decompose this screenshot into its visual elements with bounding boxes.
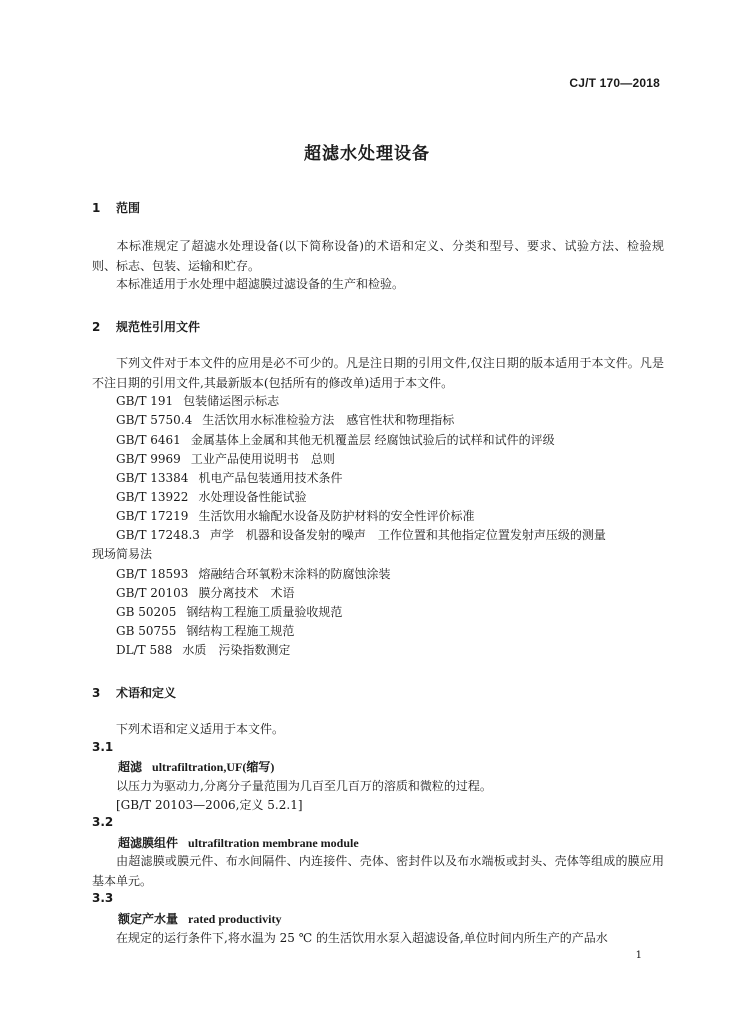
- reference-item: [116, 641, 290, 658]
- reference-title: 生活饮用水标准检验方法 感官性状和物理指标: [202, 413, 455, 427]
- reference-continuation: 现场简易法: [92, 547, 153, 561]
- reference-title: 机电产品包装通用技术条件: [198, 471, 343, 485]
- reference-code: GB/T 13384: [116, 471, 189, 485]
- reference-title: 钢结构工程施工质量验收规范: [186, 605, 343, 619]
- section-title: 规范性引用文件: [116, 320, 201, 334]
- reference-title: 水质 污染指数测定: [182, 643, 291, 657]
- reference-code: DL/T 588: [116, 643, 173, 657]
- paragraph-text: 下列文件对于本文件的应用是必不可少的。凡是注日期的引用文件,仅注日期的版本适用于本文件。凡是不注日期的引用文件,其最新版本(包括所有的修改单)适用于本文件。: [92, 356, 664, 390]
- scope-paragraph-2: [92, 274, 664, 294]
- reference-item: [116, 603, 342, 620]
- term-number: 3.2: [92, 815, 114, 829]
- reference-title: 金属基体上金属和其他无机覆盖层 经腐蚀试验后的试样和试件的评级: [190, 433, 555, 447]
- term-source: [GB/T 20103—2006,定义 5.2.1]: [116, 798, 303, 812]
- reference-title: 包装储运图示标志: [183, 394, 280, 408]
- term-number: 3.1: [92, 740, 114, 754]
- reference-code: GB/T 191: [116, 394, 174, 408]
- term-zh: 超滤: [118, 760, 143, 774]
- terms-intro: 下列术语和定义适用于本文件。: [116, 722, 285, 736]
- reference-code: GB 50205: [116, 605, 177, 619]
- term-definition: [92, 851, 664, 891]
- reference-code: GB/T 17248.3: [116, 528, 200, 542]
- reference-code: GB/T 9969: [116, 452, 181, 466]
- term-definition: 在规定的运行条件下,将水温为 25 ℃ 的生活饮用水泵入超滤设备,单位时间内所生产的产品水: [116, 931, 608, 945]
- page-number: 1: [635, 950, 642, 961]
- reference-item: [116, 469, 342, 486]
- term-zh: 超滤膜组件: [118, 836, 179, 850]
- reference-title: 熔融结合环氧粉末涂料的防腐蚀涂装: [198, 567, 391, 581]
- reference-code: GB 50755: [116, 624, 177, 638]
- term-name: [118, 910, 281, 927]
- reference-item: [116, 565, 390, 582]
- scope-paragraph-1: [92, 236, 664, 276]
- references-intro: [92, 353, 664, 393]
- reference-code: GB/T 20103: [116, 586, 189, 600]
- section-number: 1: [92, 201, 101, 215]
- reference-item: [116, 507, 474, 524]
- reference-title: 声学 机器和设备发射的噪声 工作位置和其他指定位置发射声压级的测量: [209, 528, 606, 542]
- standard-code: CJ/T 170—2018: [569, 76, 660, 90]
- term-en: ultrafiltration,UF(缩写): [152, 760, 275, 774]
- term-zh: 额定产水量: [118, 912, 179, 926]
- term-name: [118, 834, 359, 851]
- section-1-heading: [92, 199, 140, 216]
- reference-code: GB/T 18593: [116, 567, 189, 581]
- section-number: 3: [92, 686, 101, 700]
- reference-code: GB/T 6461: [116, 433, 181, 447]
- section-2-heading: [92, 318, 200, 335]
- document-title: 超滤水处理设备: [304, 144, 430, 164]
- reference-item: [116, 450, 335, 467]
- reference-item: [116, 622, 294, 639]
- reference-title: 钢结构工程施工规范: [186, 624, 295, 638]
- term-number: 3.3: [92, 891, 114, 905]
- section-title: 范围: [116, 201, 141, 215]
- reference-title: 生活饮用水输配水设备及防护材料的安全性评价标准: [198, 509, 475, 523]
- paragraph-text: 本标准适用于水处理中超滤膜过滤设备的生产和检验。: [116, 277, 405, 291]
- paragraph-text: 本标准规定了超滤水处理设备(以下简称设备)的术语和定义、分类和型号、要求、试验方法、检验规则、标志、包装、运输和贮存。: [92, 239, 664, 273]
- section-3-heading: [92, 684, 176, 701]
- reference-item: [116, 392, 279, 409]
- reference-code: GB/T 17219: [116, 509, 189, 523]
- reference-title: 水处理设备性能试验: [198, 490, 307, 504]
- reference-title: 工业产品使用说明书 总则: [190, 452, 335, 466]
- reference-item: [116, 526, 606, 543]
- term-name: [118, 758, 274, 775]
- reference-item: [116, 584, 294, 601]
- term-en: rated productivity: [188, 912, 282, 926]
- term-en: ultrafiltration membrane module: [188, 836, 359, 850]
- section-title: 术语和定义: [116, 686, 177, 700]
- paragraph-text: 由超滤膜或膜元件、布水间隔件、内连接件、壳体、密封件以及布水端板或封头、壳体等组成的膜应用基本单元。: [92, 854, 664, 888]
- term-definition: 以压力为驱动力,分离分子量范围为几百至几百万的溶质和微粒的过程。: [116, 779, 492, 793]
- reference-item: [116, 488, 306, 505]
- section-number: 2: [92, 320, 101, 334]
- reference-item: [116, 431, 555, 448]
- reference-title: 膜分离技术 术语: [198, 586, 295, 600]
- reference-code: GB/T 13922: [116, 490, 189, 504]
- reference-code: GB/T 5750.4: [116, 413, 193, 427]
- reference-item: [116, 411, 454, 428]
